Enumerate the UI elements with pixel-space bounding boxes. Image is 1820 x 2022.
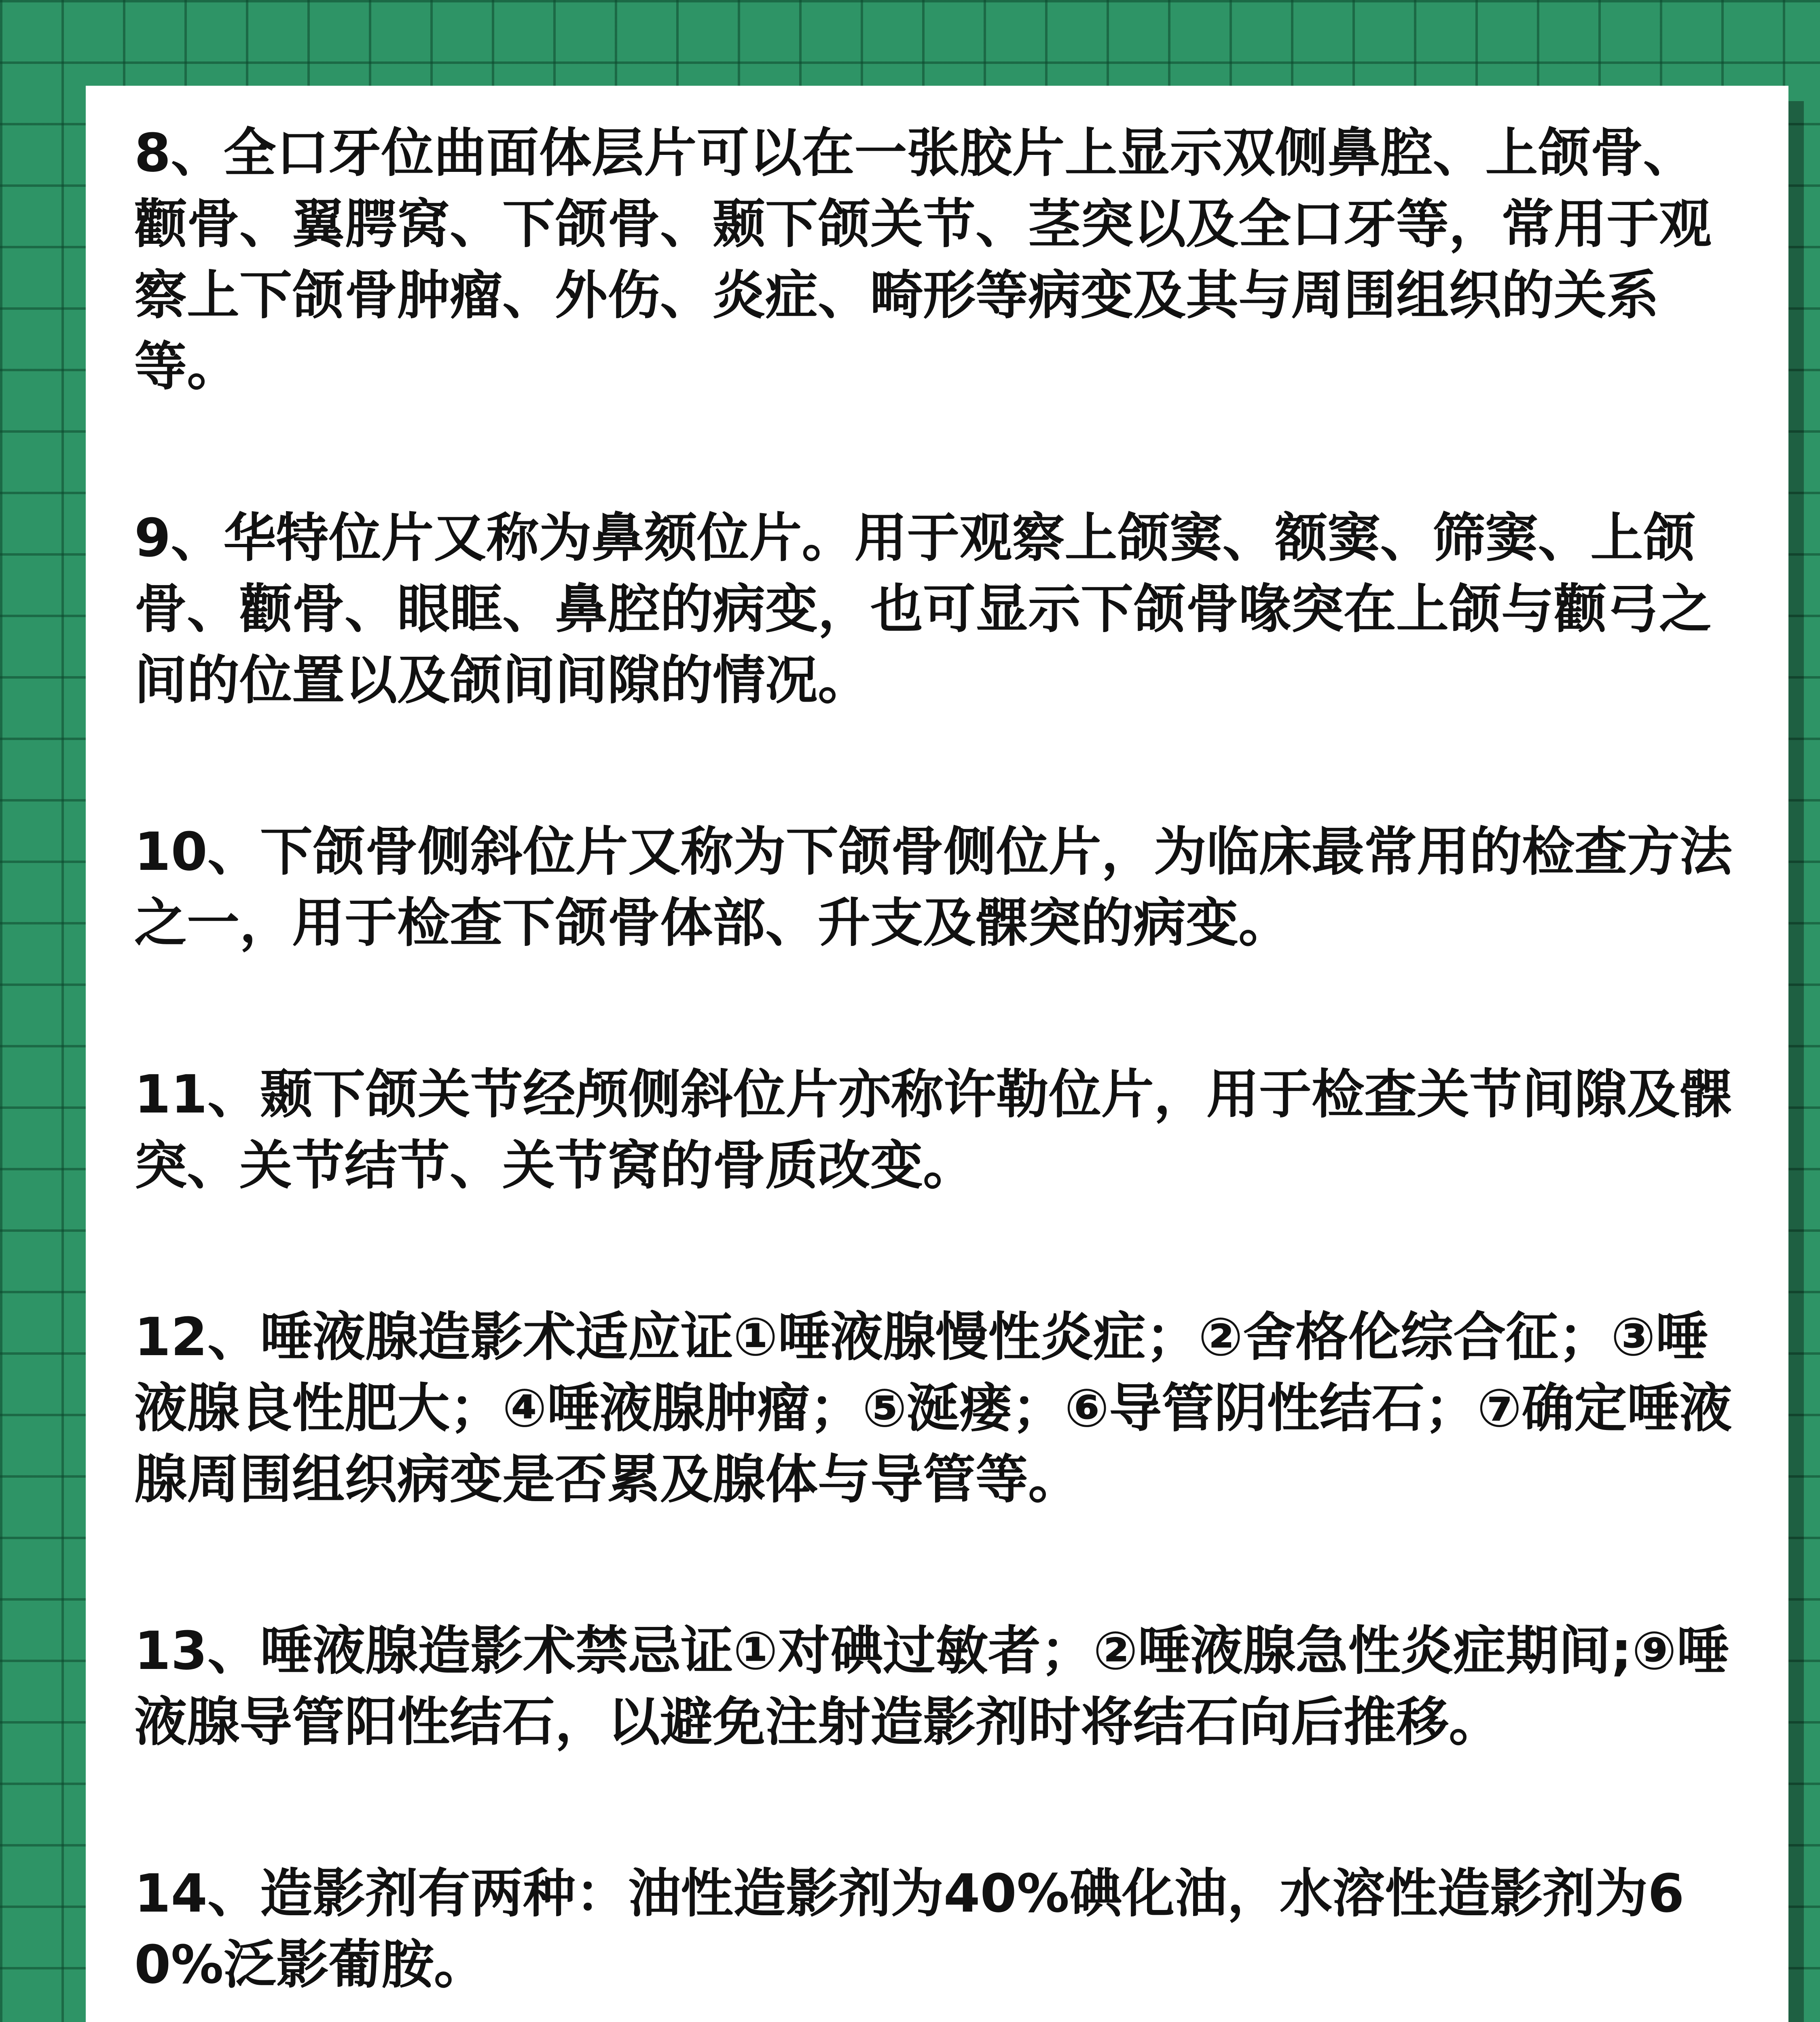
note-item-12: 12、唾液腺造影术适应证①唾液腺慢性炎症；②舍格伦综合征；③唾液腺良性肥大；④唾液腺肿瘤；⑤涎瘘；⑥导管阴性结石；⑦确定唾液腺周围组织病变是否累及腺体与导管等。 bbox=[134, 1306, 1732, 1510]
note-item-11: 11、颞下颌关节经颅侧斜位片亦称许勒位片，用于检查关节间隙及髁突、关节结节、关节窝的骨质改变。 bbox=[134, 1064, 1732, 1196]
note-item-9: 9、华特位片又称为鼻颏位片。用于观察上颌窦、额窦、筛窦、上颌骨、颧骨、眼眶、鼻腔的病变，也可显示下颌骨喙突在上颌与颧弓之间的位置以及颌间间隙的情况。 bbox=[134, 507, 1712, 711]
note-item-8: 8、全口牙位曲面体层片可以在一张胶片上显示双侧鼻腔、上颌骨、颧骨、翼腭窝、下颌骨、颞下颌关节、茎突以及全口牙等，常用于观察上下颌骨肿瘤、外伤、炎症、畸形等病变及其与周围组织的关系等。 bbox=[134, 122, 1712, 397]
note-item-14: 14、造影剂有两种：油性造影剂为40%碘化油，水溶性造影剂为60%泛影葡胺。 bbox=[134, 1863, 1685, 1995]
notes-card bbox=[86, 86, 1788, 2022]
note-item-10: 10、下颌骨侧斜位片又称为下颌骨侧位片，为临床最常用的检查方法之一，用于检查下颌骨体部、升支及髁突的病变。 bbox=[134, 821, 1732, 954]
note-item-13: 13、唾液腺造影术禁忌证①对碘过敏者；②唾液腺急性炎症期间;⑨唾液腺导管阳性结石，以避免注射造影剂时将结石向后推移。 bbox=[134, 1620, 1729, 1753]
